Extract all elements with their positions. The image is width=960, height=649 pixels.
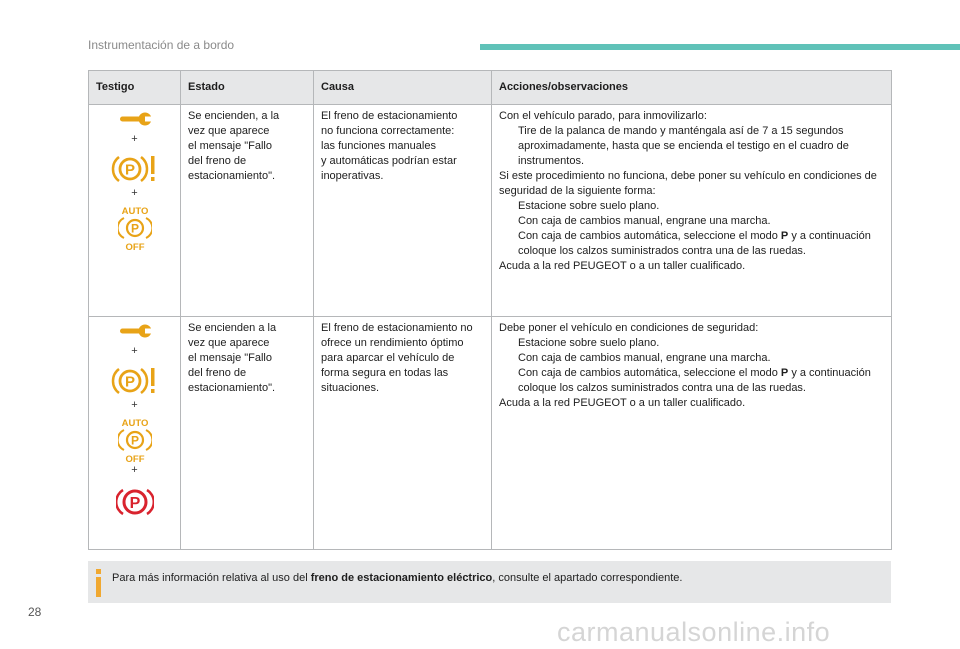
icon-plus-separator: + <box>131 187 138 199</box>
causa-cell <box>314 317 492 550</box>
list-item <box>499 366 884 396</box>
list-item <box>499 229 884 259</box>
list-item-text: Con caja de cambios automática, seleccione el modo <box>518 230 781 242</box>
info-note-text-end: , consulte el apartado correspondiente. <box>492 572 683 584</box>
estado-cell <box>181 105 314 317</box>
list-item-text: y a continuación coloque los calzos suministrados contra una de las ruedas. <box>518 367 871 394</box>
parking-brake-red-icon <box>116 486 154 518</box>
causa-cell <box>314 105 492 317</box>
info-note <box>88 561 891 603</box>
list-item-text: y a continuación coloque los calzos suministrados contra una de las ruedas. <box>518 230 871 257</box>
list-item-text: Con caja de cambios manual, engrane una marcha. <box>518 215 771 227</box>
warning-lights-table <box>88 70 892 550</box>
auto-p-off-icon <box>118 417 152 463</box>
list-item-text: Estacione sobre suelo plano. <box>518 337 660 349</box>
list-item-text: Con caja de cambios automática, seleccione el modo <box>518 367 781 379</box>
mode-p-label: P <box>780 230 789 242</box>
svg-text:AUTO: AUTO <box>121 206 148 217</box>
info-note-text-start: Para más información relativa al uso del <box>112 572 311 584</box>
parking-warning-icon <box>111 366 159 396</box>
acciones-intro: Debe poner el vehículo en condiciones de seguridad: <box>499 322 759 334</box>
watermark: carmanualsonline.info <box>557 617 831 647</box>
list-item <box>499 351 884 366</box>
testigo-cell <box>89 105 181 317</box>
acciones-closing: Acuda a la red PEUGEOT o a un taller cualificado. <box>499 260 746 272</box>
info-note-link-term: freno de estacionamiento eléctrico <box>310 572 493 584</box>
info-note-text <box>112 571 682 585</box>
table-header-row <box>89 71 892 105</box>
section-title: Instrumentación de a bordo <box>88 38 235 52</box>
icon-plus-separator: + <box>131 345 138 357</box>
header-accent-bar <box>480 44 960 50</box>
svg-text:OFF: OFF <box>125 242 144 251</box>
svg-text:P: P <box>129 495 140 512</box>
svg-text:P: P <box>130 433 139 448</box>
acciones-cell <box>492 317 892 550</box>
list-item <box>499 199 884 214</box>
info-icon <box>94 569 104 597</box>
column-header-causa: Causa <box>314 71 492 105</box>
icon-plus-separator: + <box>131 399 138 411</box>
causa-text: El freno de estacionamiento no ofrece un rendimiento óptimo para aparcar el vehículo de forma segura en todas las situaciones. <box>321 322 473 394</box>
list-item-text: Tire de la palanca de mando y manténgala así de 7 a 15 segundos aproximadamente, hasta que se encienda el testigo en el cuadro de instrumentos. <box>518 125 849 167</box>
table-row <box>89 317 892 550</box>
list-item-text: Estacione sobre suelo plano. <box>518 200 660 212</box>
acciones-cell <box>492 105 892 317</box>
svg-text:P: P <box>130 221 139 236</box>
column-header-acciones: Acciones/observaciones <box>492 71 892 105</box>
svg-text:AUTO: AUTO <box>121 418 148 429</box>
wrench-icon <box>118 323 152 339</box>
estado-text: Se encienden a la vez que aparece el mensaje "Fallo del freno de estacionamiento". <box>188 322 277 394</box>
mode-p-label: P <box>780 367 789 379</box>
svg-text:P: P <box>124 161 135 179</box>
wrench-icon <box>118 111 152 127</box>
list-item <box>499 336 884 351</box>
page-number: 28 <box>28 605 42 619</box>
acciones-intro: Con el vehículo parado, para inmovilizarlo: <box>499 110 707 122</box>
causa-text: El freno de estacionamiento no funciona correctamente: las funciones manuales y automáticas podrían estar inoperativas. <box>321 110 458 182</box>
acciones-middle: Si este procedimiento no funciona, debe poner su vehículo en condiciones de seguridad de la siguiente forma: <box>499 170 877 197</box>
svg-text:P: P <box>124 373 135 391</box>
estado-cell <box>181 317 314 550</box>
icon-plus-separator: + <box>131 464 138 476</box>
icon-plus-separator: + <box>131 133 138 145</box>
svg-text:OFF: OFF <box>125 454 144 463</box>
testigo-cell <box>89 317 181 550</box>
estado-text: Se encienden, a la vez que aparece el mensaje "Fallo del freno de estacionamiento". <box>188 110 280 182</box>
column-header-testigo: Testigo <box>89 71 181 105</box>
auto-p-off-icon <box>118 205 152 251</box>
parking-warning-icon <box>111 154 159 184</box>
list-item <box>499 124 884 169</box>
list-item <box>499 214 884 229</box>
acciones-closing: Acuda a la red PEUGEOT o a un taller cualificado. <box>499 397 746 409</box>
list-item-text: Con caja de cambios manual, engrane una marcha. <box>518 352 771 364</box>
table-row <box>89 105 892 317</box>
column-header-estado: Estado <box>181 71 314 105</box>
